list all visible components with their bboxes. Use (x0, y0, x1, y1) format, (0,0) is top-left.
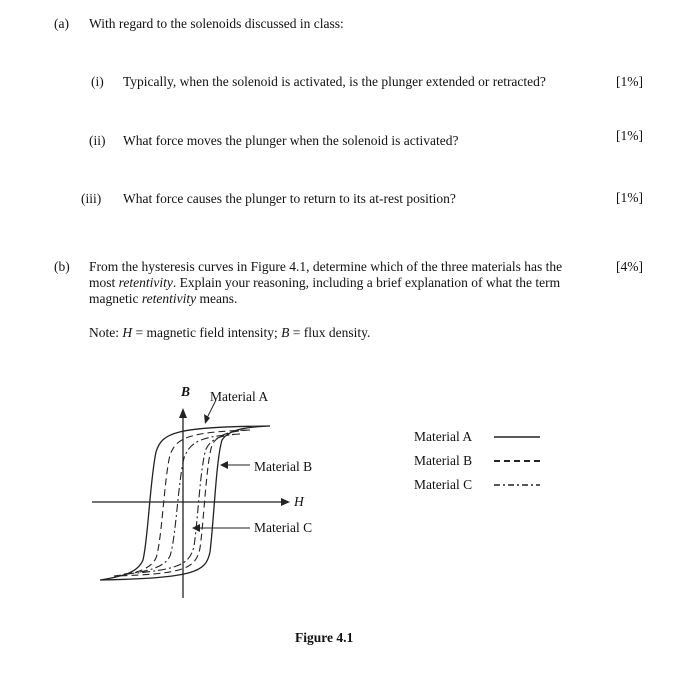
part-b-text-line2: most retentivity. Explain your reasoning, including a brief explanation of what the term (89, 275, 561, 290)
axis-label-h: H (294, 494, 304, 509)
figure-label-material-a: Material A (210, 389, 269, 404)
question-a-ii-marks: [1%] (616, 128, 643, 143)
figure-caption: Figure 4.1 (295, 630, 354, 645)
figure-label-material-b: Material B (254, 459, 313, 474)
part-a-intro: With regard to the solenoids discussed in class: (89, 16, 344, 31)
legend-label-material-c: Material C (414, 477, 473, 492)
question-a-ii-number: (ii) (89, 133, 106, 148)
question-a-i-text: Typically, when the solenoid is activated, is the plunger extended or retracted? (123, 74, 546, 89)
question-a-ii-text: What force moves the plunger when the solenoid is activated? (123, 133, 459, 148)
curve-material-c (124, 434, 240, 574)
curve-material-a (100, 426, 270, 580)
material-b-pointer-head (220, 461, 228, 469)
h-axis-arrowhead (281, 498, 290, 506)
part-a-label: (a) (54, 16, 69, 31)
part-b-note: Note: H = magnetic field intensity; B = flux density. (89, 325, 371, 340)
legend-label-material-b: Material B (414, 453, 473, 468)
part-b-text-line1: From the hysteresis curves in Figure 4.1, determine which of the three materials has the (89, 259, 563, 274)
question-a-i-number: (i) (91, 74, 104, 89)
question-a-iii-number: (iii) (81, 191, 102, 206)
curve-material-b (114, 430, 250, 576)
part-b-marks: [4%] (616, 259, 643, 274)
part-b-label: (b) (54, 259, 70, 274)
question-a-iii-text: What force causes the plunger to return to its at-rest position? (123, 191, 456, 206)
axis-label-b: B (181, 384, 191, 399)
legend-label-material-a: Material A (414, 429, 473, 444)
figure-label-material-c: Material C (254, 520, 313, 535)
b-axis-arrowhead (179, 408, 187, 418)
question-a-i-marks: [1%] (616, 74, 643, 89)
question-a-iii-marks: [1%] (616, 190, 643, 205)
part-b-text-line3: magnetic retentivity means. (89, 291, 238, 306)
material-a-pointer-head (204, 414, 210, 424)
